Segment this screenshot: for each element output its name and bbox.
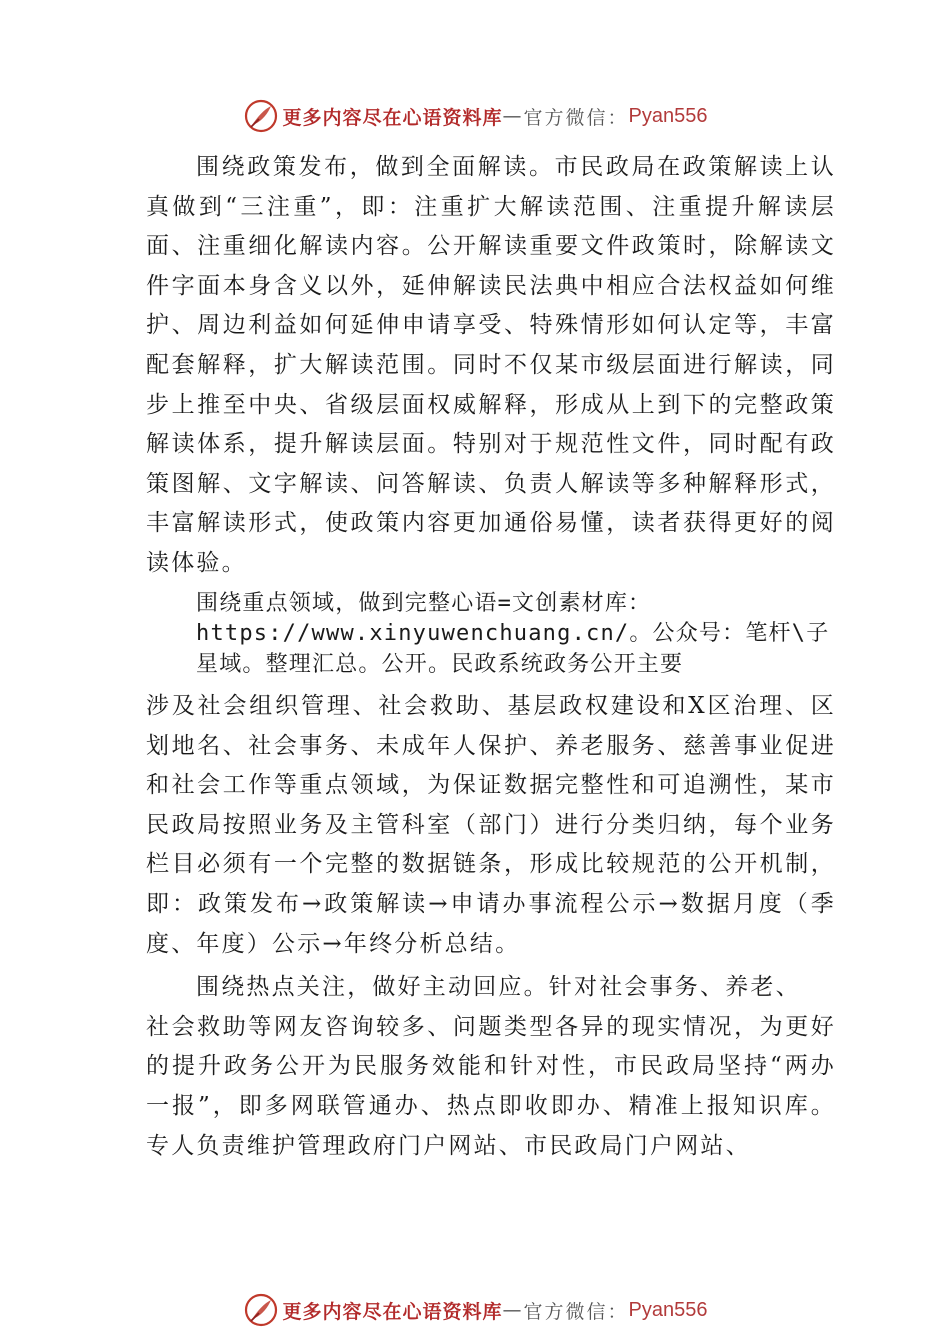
header-wechat-id: Pyan556 <box>628 104 708 127</box>
footer-banner <box>0 1290 950 1330</box>
feather-pen-icon <box>243 1292 279 1328</box>
feather-pen-icon <box>243 98 279 134</box>
footer-brand: 更多内容尽在心语资料库 <box>282 1300 503 1323</box>
footer-wechat-label: 官方微信： <box>523 1300 629 1323</box>
paragraph-policy-interpretation: 围绕政策发布，做到全面解读。市民政局在政策解读上认真做到“三注重”，即：注重扩大解读范围、注重提升解读层面、注重细化解读内容。公开解读重要文件政策时，除解读文件字面本身含义以外，延伸解读民法典中相应合法权益如何维护、周边利益如何延伸申请享受、特殊情形如何认定等，丰富配套解释，扩大解读范围。同时不仅某市级层面进行解读，同步上推至中央、省级层面权威解释，形成从上到下的完整政策解读体系，提升解读层面。特别对于规范性文件，同时配有政策图解、文字解读、问答解读、负责人解读等多种解释形式，丰富解读形式，使政策内容更加通俗易懂，读者获得更好的阅读体验。 <box>146 154 836 576</box>
footer-wechat-id: Pyan556 <box>628 1298 708 1321</box>
paragraph-hotspot-response: 社会救助等网友咨询较多、问题类型各异的现实情况，为更好的提升政务公开为民服务效能和针对性，市民政局坚持“两办一报”，即多网联管通办、热点即收即办、精准上报知识库。专人负责维护管理政府门户网站、市民政局门户网站、 <box>146 1013 836 1159</box>
document-body <box>146 148 836 1166</box>
paragraph-key-areas: 涉及社会组织管理、社会救助、基层政权建设和X区治理、区划地名、社会事务、未成年人保护、养老服务、慈善事业促进和社会工作等重点领域，为保证数据完整性和可追溯性，某市民政局按照业务及主管科室（部门）进行分类归纳，每个业务栏目必须有一个完整的数据链条，形成比较规范的公开机制，即：政策发布→政策解读→申请办事流程公示→数据月度（季度、年度）公示→年终分析总结。 <box>146 693 836 957</box>
header-brand: 更多内容尽在心语资料库 <box>282 106 503 129</box>
header-separator: — <box>502 105 524 127</box>
paragraph-key-areas-intro: 围绕重点领域，做到完整心语=文创素材库：https://www.xinyuwenchuang.cn/。公众号：笔杆\子星域。整理汇总。公开。民政系统政务公开主要 <box>196 590 830 677</box>
header-wechat-label: 官方微信： <box>523 106 629 129</box>
header-banner <box>0 96 950 136</box>
paragraph-hotspot-heading: 围绕热点关注，做好主动回应。针对社会事务、养老、 <box>196 974 801 1001</box>
footer-separator: — <box>502 1299 524 1321</box>
